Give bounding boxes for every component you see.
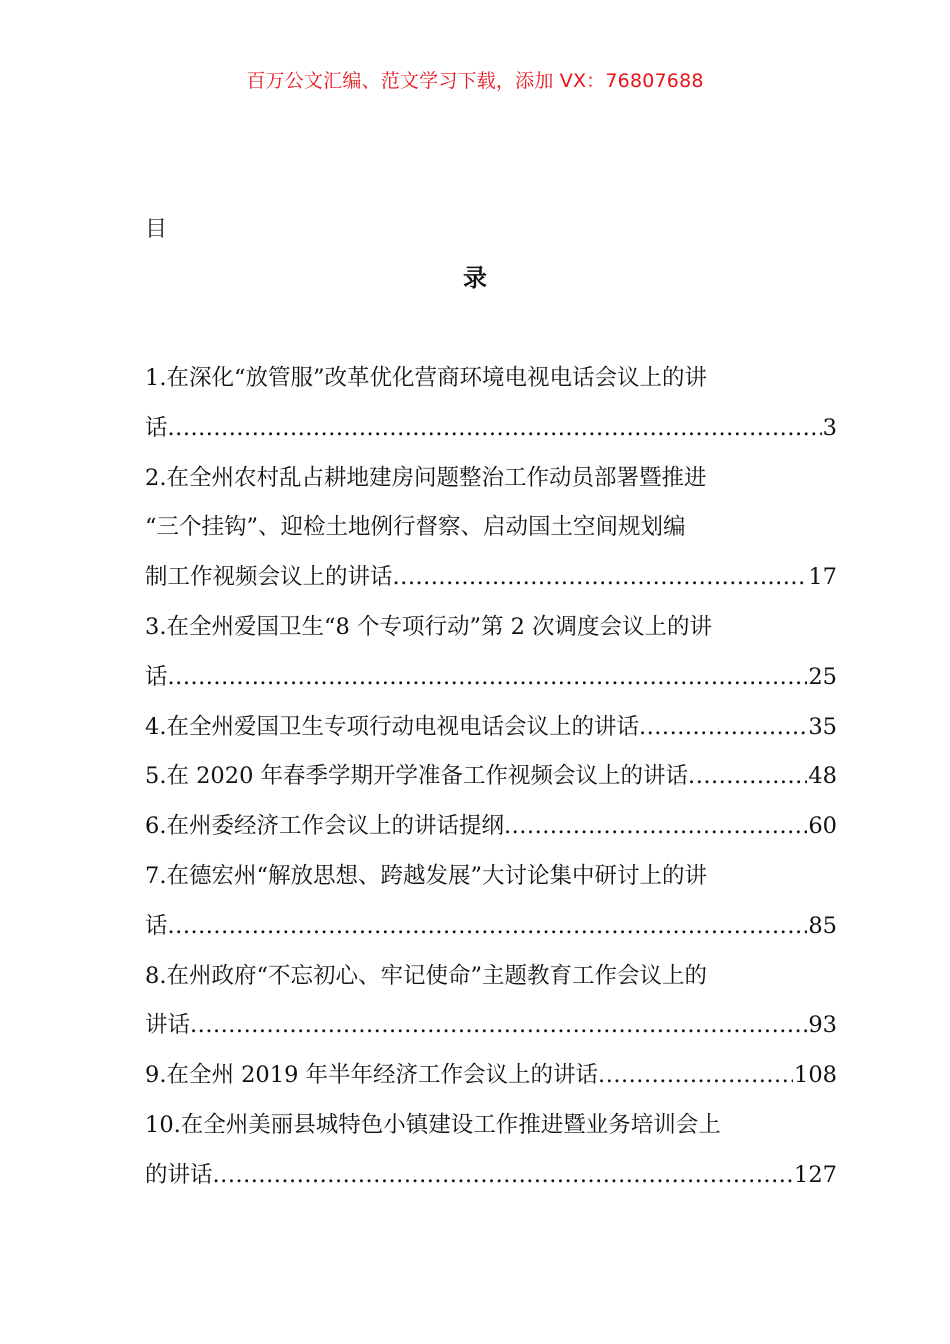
toc-entry-last-line bbox=[145, 553, 837, 603]
toc-entry-title-line: 3.在全州爱国卫生“8 个专项行动”第 2 次调度会议上的讲 bbox=[145, 613, 713, 640]
toc-page-number: 17 bbox=[808, 564, 837, 591]
toc-entry-title-line: 2.在全州农村乱占耕地建房问题整治工作动员部署暨推进 bbox=[145, 464, 707, 491]
toc-page-number: 25 bbox=[808, 663, 837, 690]
toc-entry-title-end: 4.在全州爱国卫生专项行动电视电话会议上的讲话 bbox=[145, 713, 639, 740]
toc-entry[interactable] bbox=[145, 802, 837, 852]
toc-entry-title-line: 8.在州政府“不忘初心、牢记使命”主题教育工作会议上的 bbox=[145, 962, 707, 989]
toc-entry[interactable] bbox=[145, 703, 837, 753]
toc-entry-last-line bbox=[145, 802, 837, 852]
toc-dot-leader bbox=[213, 1151, 794, 1201]
toc-entry-last-line bbox=[145, 902, 837, 952]
toc-entry-title-line: “三个挂钩”、迎检土地例行督察、启动国土空间规划编 bbox=[145, 514, 686, 541]
toc-dot-leader bbox=[639, 703, 807, 753]
toc-page-number: 93 bbox=[808, 1012, 837, 1039]
toc-entry-title-end: 讲话 bbox=[145, 1012, 191, 1039]
toc-entry-last-line bbox=[145, 653, 837, 703]
toc-entry[interactable] bbox=[145, 1101, 837, 1201]
toc-entry-last-line bbox=[145, 703, 837, 753]
toc-dot-leader bbox=[393, 553, 808, 603]
toc-entry-title-line: 10.在全州美丽县城特色小镇建设工作推进暨业务培训会上 bbox=[145, 1111, 721, 1138]
toc-entry-title-end: 5.在 2020 年春季学期开学准备工作视频会议上的讲话 bbox=[145, 763, 689, 790]
toc-dot-leader bbox=[688, 752, 807, 802]
toc-dot-leader bbox=[168, 653, 808, 703]
toc-entry-title-end: 话 bbox=[145, 663, 168, 690]
toc-entry-title-end: 6.在州委经济工作会议上的讲话提纲 bbox=[145, 813, 504, 840]
toc-dot-leader bbox=[168, 902, 808, 952]
toc-entry[interactable] bbox=[145, 752, 837, 802]
toc-page-number: 85 bbox=[808, 912, 837, 939]
toc-entry-last-line bbox=[145, 404, 837, 454]
toc-dot-leader bbox=[168, 404, 822, 454]
toc-entry-title-end: 话 bbox=[145, 912, 168, 939]
toc-entry-title-line: 1.在深化“放管服”改革优化营商环境电视电话会议上的讲 bbox=[145, 365, 707, 391]
toc-entry-title-line: 7.在德宏州“解放思想、跨越发展”大讨论集中研讨上的讲 bbox=[145, 862, 707, 889]
toc-page-number: 127 bbox=[794, 1161, 837, 1188]
toc-page-number: 48 bbox=[808, 763, 837, 790]
toc-page-number: 3 bbox=[822, 414, 837, 441]
toc-entry[interactable] bbox=[145, 454, 837, 603]
toc-dot-leader bbox=[190, 1001, 807, 1051]
table-of-contents bbox=[145, 354, 837, 1201]
toc-page-number: 60 bbox=[808, 813, 837, 840]
toc-page-number: 35 bbox=[808, 713, 837, 740]
toc-entry[interactable] bbox=[145, 852, 837, 952]
toc-entry-last-line bbox=[145, 1051, 837, 1101]
toc-entry-title-end: 的讲话 bbox=[145, 1161, 213, 1188]
toc-entry-title-end: 制工作视频会议上的讲话 bbox=[145, 564, 393, 591]
toc-title-part-1: 目 bbox=[145, 217, 168, 242]
toc-entry[interactable] bbox=[145, 1051, 837, 1101]
toc-entry[interactable] bbox=[145, 354, 837, 454]
toc-page-number: 108 bbox=[794, 1062, 837, 1089]
toc-entry-last-line bbox=[145, 752, 837, 802]
watermark-banner: 百万公文汇编、范文学习下载，添加 VX：76807688 bbox=[246, 70, 704, 92]
toc-entry-title-end: 9.在全州 2019 年半年经济工作会议上的讲话 bbox=[145, 1062, 599, 1089]
toc-title-part-2: 录 bbox=[463, 264, 487, 292]
toc-entry[interactable] bbox=[145, 952, 837, 1052]
toc-entry-title-end: 话 bbox=[145, 414, 168, 441]
toc-dot-leader bbox=[504, 802, 807, 852]
toc-dot-leader bbox=[598, 1051, 793, 1101]
toc-entry[interactable] bbox=[145, 603, 837, 703]
toc-entry-last-line bbox=[145, 1151, 837, 1201]
toc-entry-last-line bbox=[145, 1001, 837, 1051]
